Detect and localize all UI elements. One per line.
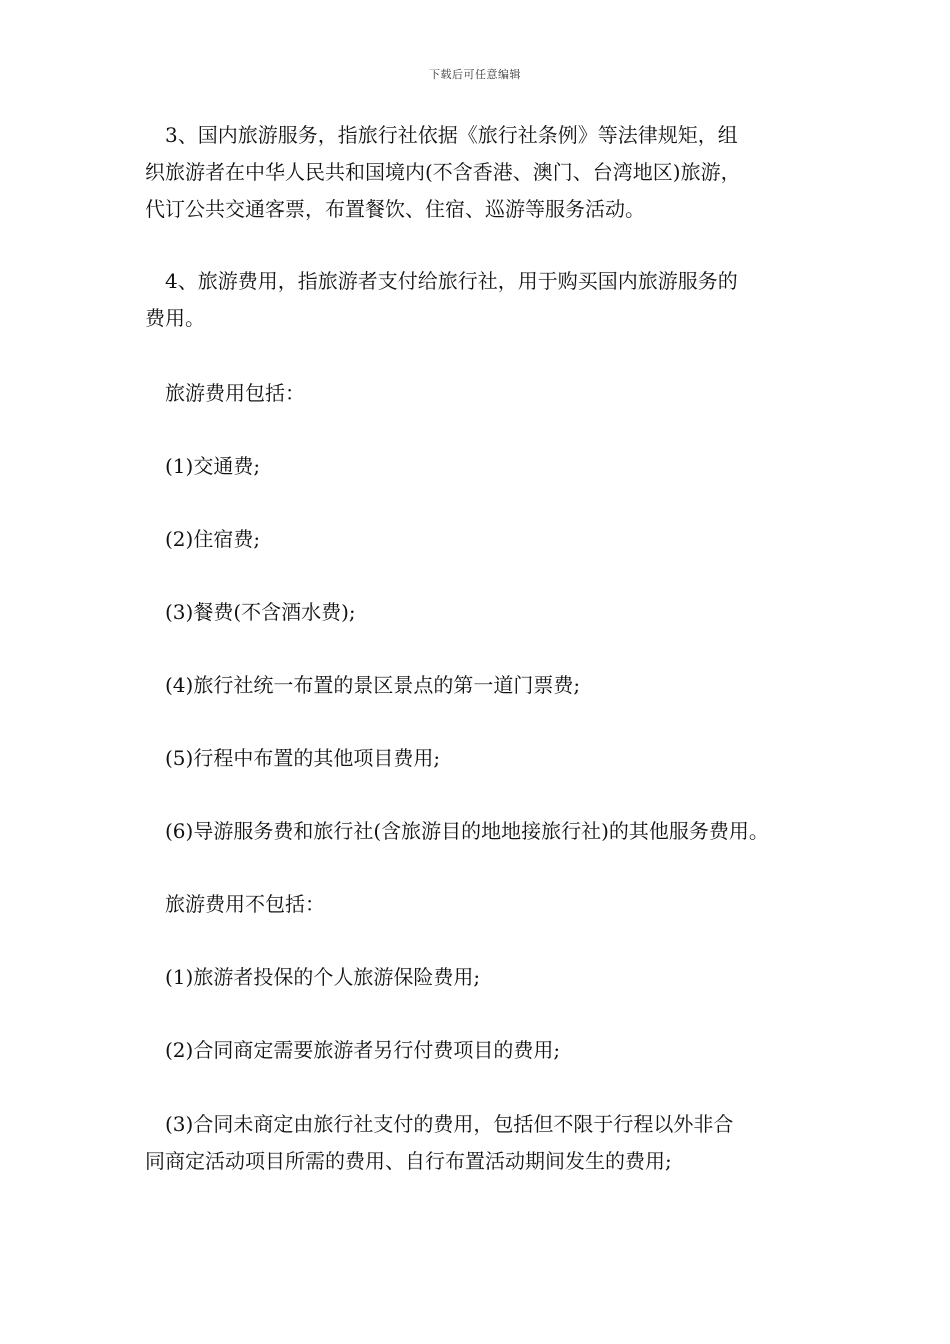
paragraph-line: 旅游费用不包括： <box>165 892 325 916</box>
paragraph-line: (5)行程中布置的其他项目费用; <box>165 746 441 770</box>
paragraph-line: (6)导游服务费和旅行社(含旅游目的地地接旅行社)的其他服务费用。 <box>165 819 769 843</box>
heading-fees-included <box>145 375 825 412</box>
paragraph-line: 代订公共交通客票，布置餐饮、住宿、巡游等服务活动。 <box>145 197 645 221</box>
list-item-excluded-3 <box>145 1106 825 1180</box>
paragraph-line: (2)合同商定需要旅游者另行付费项目的费用; <box>165 1038 561 1062</box>
list-item-included-2 <box>145 521 825 558</box>
paragraph-line: (3)餐费(不含酒水费); <box>165 600 356 624</box>
paragraph-line: 3、国内旅游服务，指旅行社依据《旅行社条例》等法律规矩，组 <box>165 123 738 147</box>
paragraph-line: 同商定活动项目所需的费用、自行布置活动期间发生的费用; <box>145 1149 672 1173</box>
page-header: 下载后可任意编辑 <box>429 68 521 81</box>
list-item-included-4 <box>145 667 825 704</box>
list-item-included-3 <box>145 594 825 631</box>
paragraph-line: (3)合同未商定由旅行社支付的费用，包括但不限于行程以外非合 <box>165 1112 734 1136</box>
paragraph-line: 织旅游者在中华人民共和国境内(不含香港、澳门、台湾地区)旅游， <box>145 160 741 184</box>
paragraph-line: (2)住宿费; <box>165 527 261 551</box>
paragraph-line: (1)旅游者投保的个人旅游保险费用; <box>165 965 481 989</box>
paragraph-domestic-travel-service <box>145 117 825 228</box>
paragraph-line: 旅游费用包括： <box>165 381 305 405</box>
list-item-excluded-1 <box>145 959 825 996</box>
paragraph-line: (1)交通费; <box>165 454 261 478</box>
paragraph-travel-fee-definition <box>145 263 825 337</box>
paragraph-line: 4、旅游费用，指旅游者支付给旅行社，用于购买国内旅游服务的 <box>165 269 738 293</box>
list-item-included-6 <box>145 813 825 850</box>
list-item-included-5 <box>145 740 825 777</box>
list-item-included-1 <box>145 448 825 485</box>
paragraph-line: (4)旅行社统一布置的景区景点的第一道门票费; <box>165 673 581 697</box>
heading-fees-excluded <box>145 886 825 923</box>
list-item-excluded-2 <box>145 1032 825 1069</box>
paragraph-line: 费用。 <box>145 306 205 330</box>
